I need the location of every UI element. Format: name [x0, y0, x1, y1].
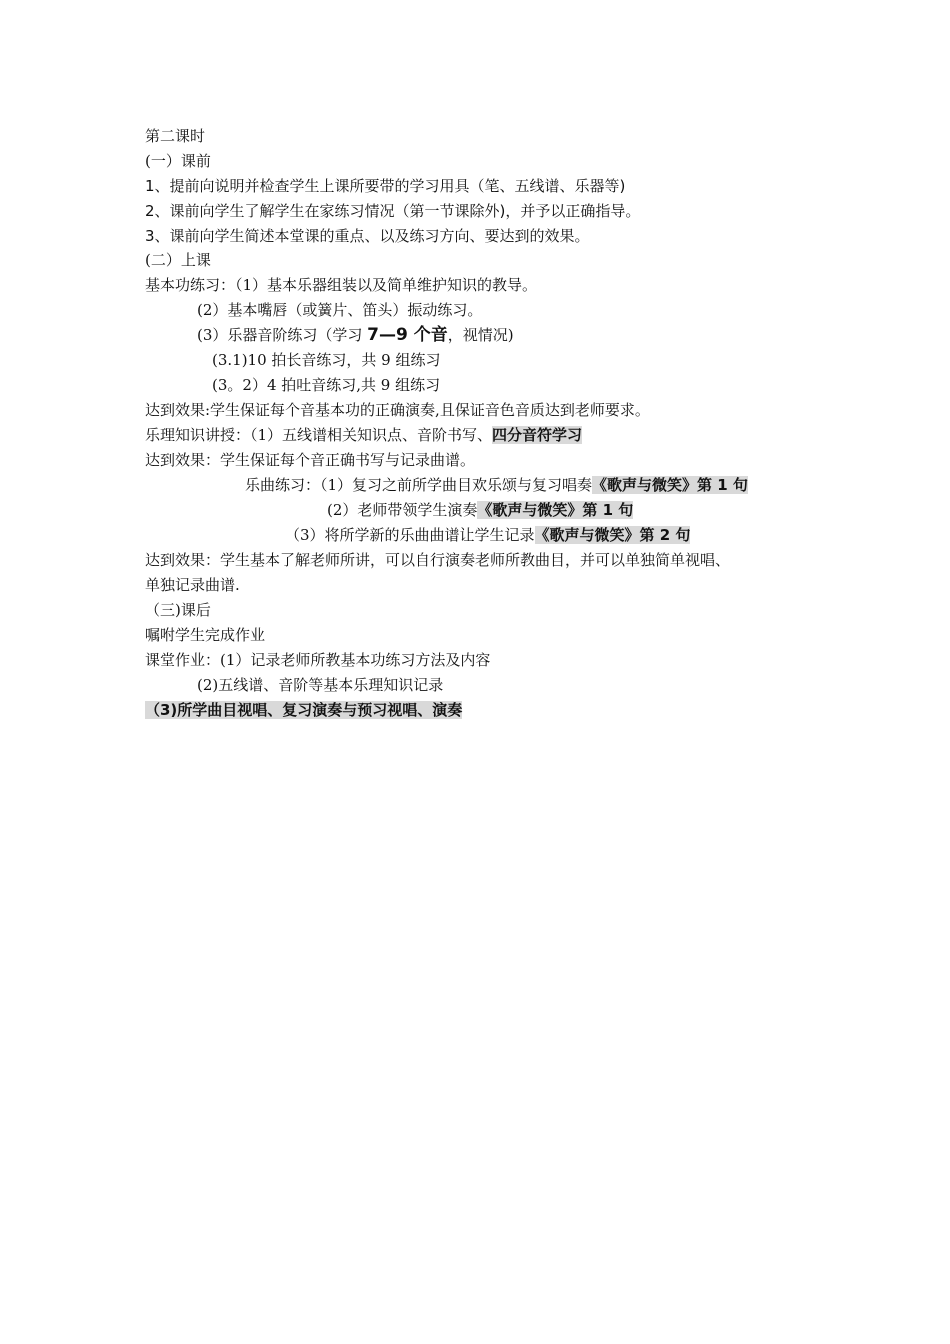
basic-effect: 达到效果:学生保证每个音基本功的正确演奏,且保证音色音质达到老师要求。 — [145, 401, 650, 419]
basic-line-3 — [197, 325, 514, 345]
music-line-1 — [245, 475, 748, 495]
music-line-3-pre: （3）将所学新的乐曲曲谱让学生记录 — [285, 526, 535, 544]
music-line-2-highlight: 《歌声与微笑》第 1 句 — [477, 501, 634, 519]
pre-item-1: 1、提前向说明并检查学生上课所要带的学习用具（笔、五线谱、乐器等) — [145, 177, 626, 195]
basic-line-3-post: ，视情况) — [447, 326, 514, 344]
section-heading-class: (二）上课 — [145, 251, 211, 269]
section-heading-post: （三)课后 — [145, 601, 211, 619]
music-line-3-highlight: 《歌声与微笑》第 2 句 — [534, 526, 691, 544]
theory-effect: 达到效果：学生保证每个音正确书写与记录曲谱。 — [145, 451, 476, 469]
music-line-1-pre: 乐曲练习：（1）复习之前所学曲目欢乐颂与复习唱奏 — [245, 476, 593, 494]
post-line-2: 课堂作业：(1）记录老师所教基本功练习方法及内容 — [145, 651, 491, 669]
basic-line-2: (2）基本嘴唇（或簧片、笛头）振动练习。 — [197, 301, 483, 319]
music-line-1-highlight: 《歌声与微笑》第 1 句 — [592, 476, 748, 494]
theory-line-pre: 乐理知识讲授：（1）五线谱相关知识点、音阶书写、 — [145, 426, 493, 444]
basic-line-4: (3.1)10 拍长音练习，共 9 组练习 — [212, 351, 441, 369]
theory-highlight: 四分音符学习 — [492, 426, 583, 444]
music-line-3 — [285, 525, 690, 545]
music-effect-2: 单独记录曲谱. — [145, 576, 240, 594]
basic-line-1: 基本功练习：（1）基本乐器组装以及简单维护知识的教导。 — [145, 276, 538, 294]
basic-line-3-pre: (3）乐器音阶练习（学习 — [197, 326, 368, 344]
post-line-1: 嘱咐学生完成作业 — [145, 626, 266, 644]
theory-line — [145, 425, 582, 445]
post-line-4-highlight: （3)所学曲目视唱、复习演奏与预习视唱、演奏 — [145, 701, 463, 719]
music-line-2 — [327, 500, 633, 520]
post-line-3: (2)五线谱、音阶等基本乐理知识记录 — [197, 676, 444, 694]
basic-line-5: (3。2）4 拍吐音练习,共 9 组练习 — [212, 376, 441, 394]
pre-item-2: 2、课前向学生了解学生在家练习情况（第一节课除外)，并予以正确指导。 — [145, 202, 641, 220]
basic-line-3-bold: 7—9 个音 — [367, 325, 448, 345]
music-line-2-pre: (2）老师带领学生演奏 — [327, 501, 478, 519]
post-line-4 — [145, 700, 462, 720]
pre-item-3: 3、课前向学生简述本堂课的重点、以及练习方向、要达到的效果。 — [145, 227, 590, 245]
lesson-title: 第二课时 — [145, 127, 206, 145]
section-heading-pre: (一）课前 — [145, 152, 211, 170]
music-effect-1: 达到效果：学生基本了解老师所讲，可以自行演奏老师所教曲目，并可以单独简单视唱、 — [145, 551, 731, 569]
